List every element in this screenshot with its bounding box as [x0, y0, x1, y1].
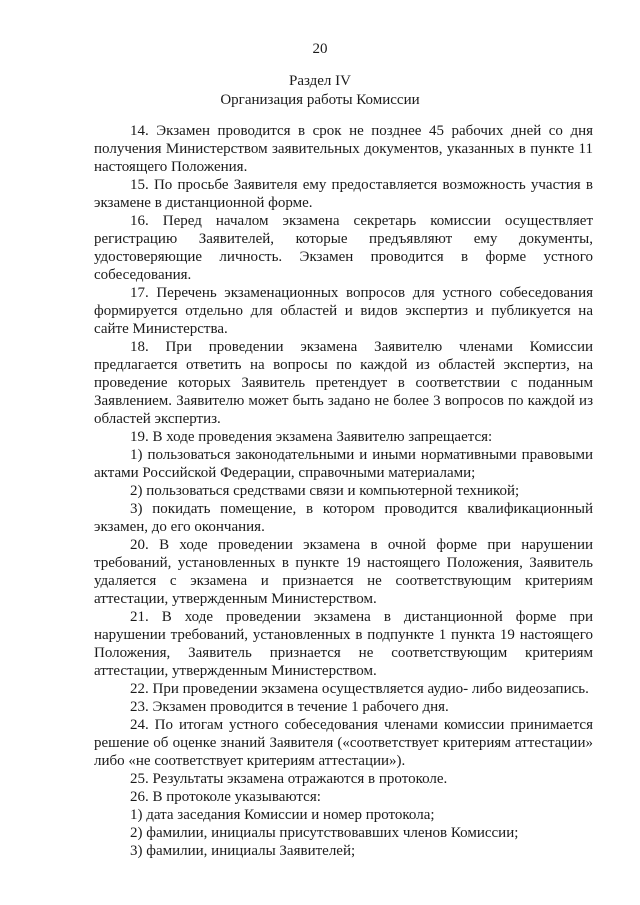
- paragraph-19-item-1: 1) пользоваться законодательными и иными нормативными правовыми актами Российской Федерации, справочными материалами;: [94, 447, 593, 481]
- paragraph-16: 16. Перед началом экзамена секретарь комиссии осуществляет регистрацию Заявителей, которые предъявляют ему документы, удостоверяющие личность. Экзамен проводится в форме устного собеседования.: [94, 213, 593, 283]
- paragraph-22: 22. При проведении экзамена осуществляется аудио- либо видеозапись.: [130, 681, 589, 697]
- paragraph-19: 19. В ходе проведения экзамена Заявителю запрещается:: [130, 429, 493, 445]
- paragraph-26-item-1: 1) дата заседания Комиссии и номер протокола;: [130, 807, 435, 823]
- section-label: Раздел IV: [288, 73, 351, 89]
- document-body: [94, 122, 593, 860]
- paragraph-20: 20. В ходе проведении экзамена в очной форме при нарушении требований, установленных в пункте 19 настоящего Положения, Заявитель удаляется с экзамена и признается не соответствующим критериям аттестации, утвержденным Министерством.: [94, 537, 593, 607]
- paragraph-26-item-3: 3) фамилии, инициалы Заявителей;: [130, 843, 356, 859]
- paragraph-14: 14. Экзамен проводится в срок не позднее 45 рабочих дней со дня получения Министерством заявительных документов, указанных в пункте 11 настоящего Положения.: [94, 123, 593, 175]
- paragraph-21: 21. В ходе проведении экзамена в дистанционной форме при нарушении требований, установленных в подпункте 1 пункта 19 настоящего Положения, Заявитель признается не соответствующим критериям аттестации, утвержденным Министерством.: [94, 609, 593, 679]
- page-number: 20: [312, 41, 328, 57]
- paragraph-26-item-2: 2) фамилии, инициалы присутствовавших членов Комиссии;: [130, 825, 519, 841]
- paragraph-24: 24. По итогам устного собеседования членами комиссии принимается решение об оценке знаний Заявителя («соответствует критериям аттестации» либо «не соответствует критериям аттестации»).: [94, 717, 593, 769]
- paragraph-25: 25. Результаты экзамена отражаются в протоколе.: [130, 771, 448, 787]
- paragraph-23: 23. Экзамен проводится в течение 1 рабочего дня.: [130, 699, 449, 715]
- paragraph-15: 15. По просьбе Заявителя ему предоставляется возможность участия в экзамене в дистанционной форме.: [94, 177, 593, 211]
- paragraph-26: 26. В протоколе указываются:: [130, 789, 321, 805]
- section-title: Организация работы Комиссии: [220, 92, 420, 108]
- paragraph-17: 17. Перечень экзаменационных вопросов для устного собеседования формируется отдельно для областей и видов экспертиз и публикуется на сайте Министерства.: [94, 285, 593, 337]
- paragraph-18: 18. При проведении экзамена Заявителю членами Комиссии предлагается ответить на вопросы по каждой из областей экспертиз, на проведение которых Заявитель претендует в соответствии с поданным Заявлением. Заявителю может быть задано не более 3 вопросов по каждой из областей экспертиз.: [94, 339, 593, 427]
- paragraph-19-item-2: 2) пользоваться средствами связи и компьютерной техникой;: [130, 483, 520, 499]
- paragraph-19-item-3: 3) покидать помещение, в котором проводится квалификационный экзамен, до его окончания.: [94, 501, 593, 535]
